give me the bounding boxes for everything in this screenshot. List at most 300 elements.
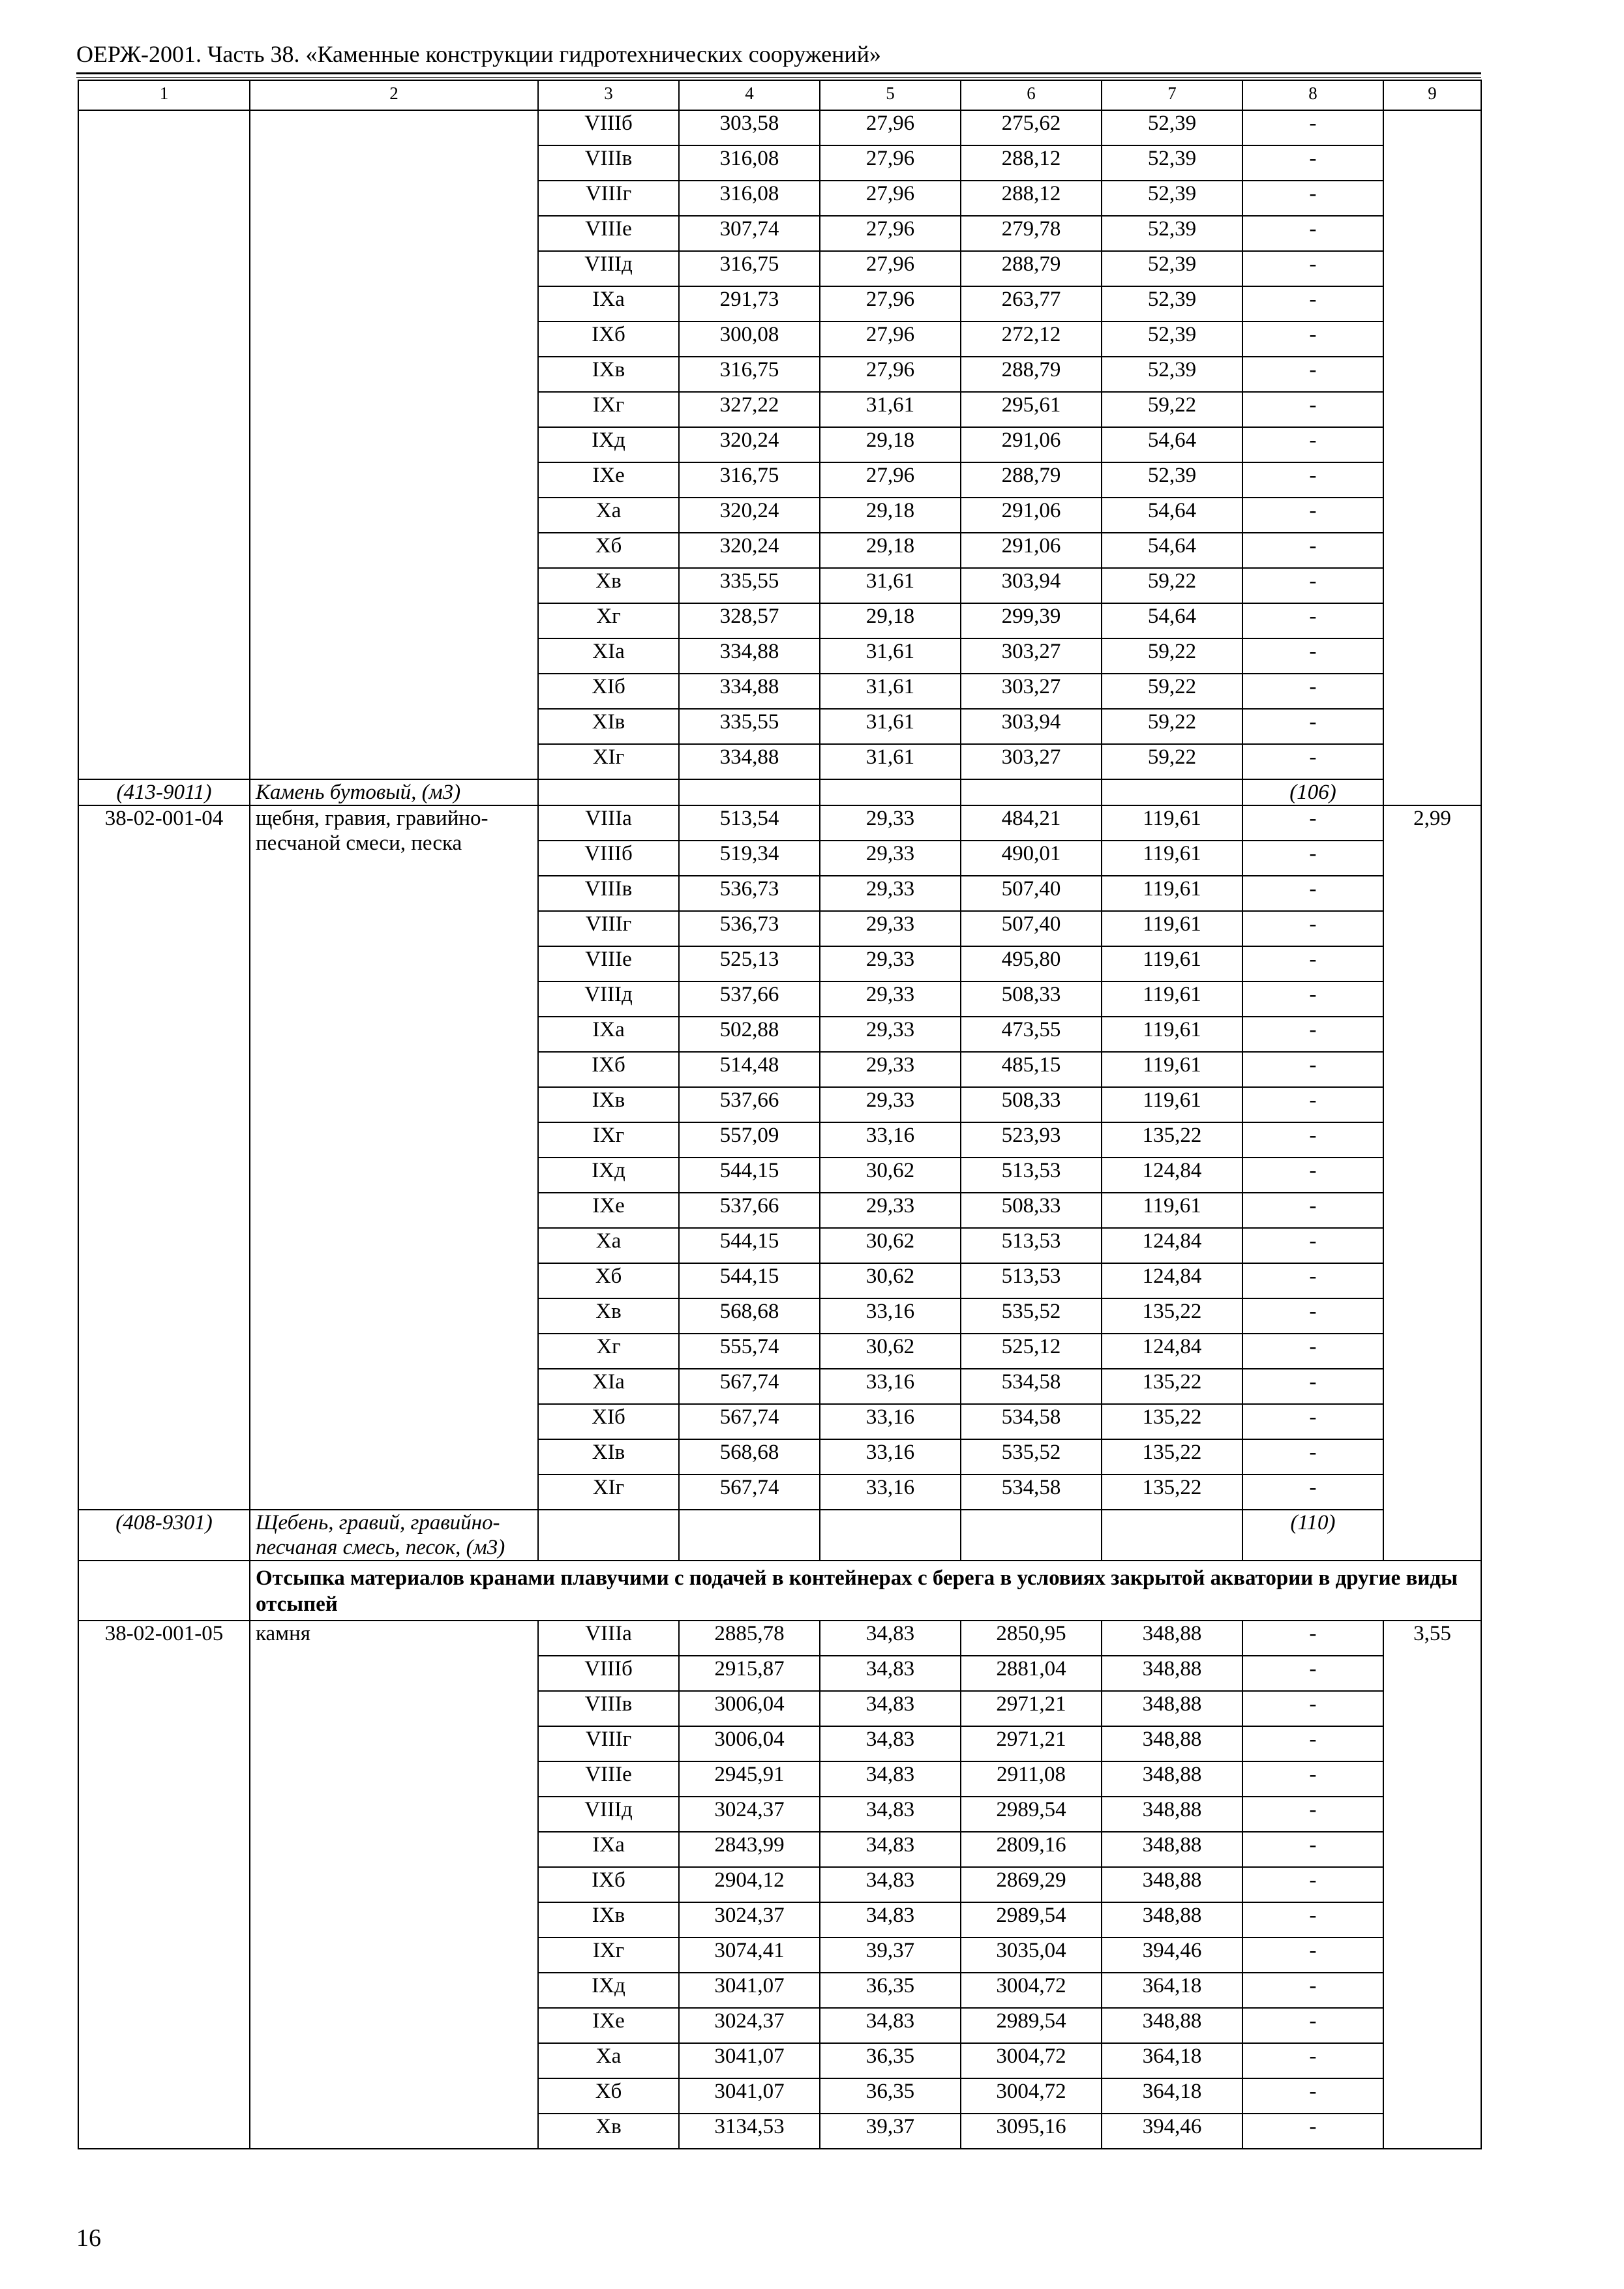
value-cell: 59,22 [1102, 744, 1242, 779]
value-cell: 54,64 [1102, 603, 1242, 638]
value-cell: 2850,95 [961, 1621, 1102, 1656]
class-cell: IXв [538, 1087, 679, 1122]
class-cell: VIIIе [538, 1761, 679, 1797]
value-cell: 34,83 [820, 1902, 961, 1937]
value-cell: 34,83 [820, 1691, 961, 1726]
value-cell: 135,22 [1102, 1404, 1242, 1439]
value-cell: - [1242, 2114, 1383, 2149]
class-cell: Xа [538, 2043, 679, 2078]
value-cell: 52,39 [1102, 110, 1242, 145]
value-cell: - [1242, 2078, 1383, 2114]
class-cell: IXд [538, 1973, 679, 2008]
value-cell: 348,88 [1102, 1691, 1242, 1726]
class-cell: XIв [538, 1439, 679, 1474]
value-cell: 316,75 [679, 251, 820, 286]
class-cell: Xг [538, 603, 679, 638]
value-cell: - [1242, 1017, 1383, 1052]
value-cell: 2971,21 [961, 1691, 1102, 1726]
class-cell: IXв [538, 357, 679, 392]
value-cell: 348,88 [1102, 1726, 1242, 1761]
value-cell: 288,79 [961, 462, 1102, 498]
value-cell: 29,33 [820, 876, 961, 911]
class-cell: VIIIе [538, 946, 679, 981]
value-cell: 536,73 [679, 876, 820, 911]
class-cell: Xа [538, 1228, 679, 1263]
value-cell: 119,61 [1102, 946, 1242, 981]
class-cell: VIIIг [538, 1726, 679, 1761]
class-cell: XIг [538, 744, 679, 779]
header-rule-thin [76, 77, 1481, 78]
value-cell: - [1242, 805, 1383, 841]
value-cell: - [1242, 638, 1383, 674]
value-cell: 124,84 [1102, 1158, 1242, 1193]
value-cell: 394,46 [1102, 1937, 1242, 1973]
value-cell: 514,48 [679, 1052, 820, 1087]
class-cell: Xа [538, 498, 679, 533]
value-cell: 537,66 [679, 1087, 820, 1122]
value-cell: 3041,07 [679, 1973, 820, 2008]
value-cell: 316,75 [679, 462, 820, 498]
value-cell: 291,06 [961, 533, 1102, 568]
value-cell: 119,61 [1102, 1087, 1242, 1122]
column-number: 8 [1242, 80, 1383, 110]
value-cell: - [1242, 744, 1383, 779]
value-cell: 502,88 [679, 1017, 820, 1052]
value-cell: 29,33 [820, 981, 961, 1017]
value-cell: 119,61 [1102, 911, 1242, 946]
value-cell: 328,57 [679, 603, 820, 638]
value-cell: 59,22 [1102, 568, 1242, 603]
value-cell: - [1242, 841, 1383, 876]
value-cell: 29,33 [820, 805, 961, 841]
item-code [78, 110, 250, 779]
value-cell: 348,88 [1102, 1832, 1242, 1867]
value-cell: 135,22 [1102, 1439, 1242, 1474]
value-cell: 519,34 [679, 841, 820, 876]
value-cell: 536,73 [679, 911, 820, 946]
value-cell: - [1242, 462, 1383, 498]
value-cell: 2911,08 [961, 1761, 1102, 1797]
class-cell: IXа [538, 1017, 679, 1052]
value-cell: 557,09 [679, 1122, 820, 1158]
price-table [78, 80, 1482, 2149]
value-cell: 27,96 [820, 145, 961, 181]
value-cell: 34,83 [820, 1832, 961, 1867]
value-cell: 135,22 [1102, 1298, 1242, 1334]
value-cell: - [1242, 1193, 1383, 1228]
value-cell: - [1242, 1797, 1383, 1832]
value-cell: 29,18 [820, 533, 961, 568]
class-cell: XIб [538, 1404, 679, 1439]
class-cell: VIIIб [538, 841, 679, 876]
value-cell: 36,35 [820, 2078, 961, 2114]
class-cell: VIIIе [538, 216, 679, 251]
value-cell: 52,39 [1102, 286, 1242, 322]
item-code: 38-02-001-04 [78, 805, 250, 1510]
value-cell: - [1242, 1691, 1383, 1726]
class-cell: IXе [538, 2008, 679, 2043]
value-cell: 490,01 [961, 841, 1102, 876]
value-cell: 508,33 [961, 1087, 1102, 1122]
value-cell: 495,80 [961, 946, 1102, 981]
value-cell: 335,55 [679, 709, 820, 744]
class-cell: Xв [538, 1298, 679, 1334]
value-cell: 27,96 [820, 462, 961, 498]
value-cell: 34,83 [820, 1761, 961, 1797]
value-cell: 534,58 [961, 1474, 1102, 1510]
value-cell: 30,62 [820, 1228, 961, 1263]
class-cell: VIIIв [538, 145, 679, 181]
value-cell: 320,24 [679, 533, 820, 568]
value-cell: - [1242, 568, 1383, 603]
value-cell: 316,08 [679, 181, 820, 216]
value-cell: - [1242, 251, 1383, 286]
value-cell: 59,22 [1102, 709, 1242, 744]
page-header-title: ОЕРЖ-2001. Часть 38. «Каменные конструкции гидротехнических сооружений» [76, 41, 881, 67]
item-name: щебня, гравия, гравийно-песчаной смеси, песка [250, 805, 538, 1510]
header-rule-thick [76, 72, 1481, 74]
value-cell: 3041,07 [679, 2043, 820, 2078]
value-cell: 513,53 [961, 1228, 1102, 1263]
class-cell: VIIIг [538, 911, 679, 946]
value-cell: - [1242, 1937, 1383, 1973]
value-cell: 279,78 [961, 216, 1102, 251]
class-cell: XIв [538, 709, 679, 744]
value-cell: 288,12 [961, 181, 1102, 216]
value-cell: 473,55 [961, 1017, 1102, 1052]
value-cell: 288,79 [961, 357, 1102, 392]
value-cell: 52,39 [1102, 145, 1242, 181]
value-cell: 119,61 [1102, 1017, 1242, 1052]
value-cell: 568,68 [679, 1439, 820, 1474]
value-cell: 291,73 [679, 286, 820, 322]
value-cell: 348,88 [1102, 2008, 1242, 2043]
value-cell: 568,68 [679, 1298, 820, 1334]
value-cell: 29,33 [820, 946, 961, 981]
value-cell: 348,88 [1102, 1621, 1242, 1656]
empty-cell [961, 779, 1102, 805]
value-cell: 30,62 [820, 1158, 961, 1193]
class-cell: IXв [538, 1902, 679, 1937]
material-quantity: (110) [1242, 1510, 1383, 1561]
class-cell: IXа [538, 286, 679, 322]
class-cell: VIIIв [538, 1691, 679, 1726]
class-cell: IXб [538, 1867, 679, 1902]
value-cell: 31,61 [820, 638, 961, 674]
value-cell: 534,58 [961, 1404, 1102, 1439]
value-cell: 31,61 [820, 744, 961, 779]
value-cell: - [1242, 1439, 1383, 1474]
value-cell: 348,88 [1102, 1656, 1242, 1691]
value-cell: 54,64 [1102, 427, 1242, 462]
column-number: 7 [1102, 80, 1242, 110]
value-cell: 29,18 [820, 603, 961, 638]
value-cell: 27,96 [820, 322, 961, 357]
column-number: 1 [78, 80, 250, 110]
empty-cell [820, 1510, 961, 1561]
value-cell: 119,61 [1102, 841, 1242, 876]
value-cell: 2989,54 [961, 1797, 1102, 1832]
value-cell: 303,27 [961, 744, 1102, 779]
value-cell: - [1242, 2043, 1383, 2078]
value-cell: 33,16 [820, 1439, 961, 1474]
value-cell: 307,74 [679, 216, 820, 251]
value-cell: - [1242, 981, 1383, 1017]
value-cell: 394,46 [1102, 2114, 1242, 2149]
value-cell: 119,61 [1102, 1052, 1242, 1087]
column-number: 9 [1383, 80, 1481, 110]
column-number: 5 [820, 80, 961, 110]
value-cell: 3004,72 [961, 2043, 1102, 2078]
material-row [78, 1510, 1481, 1561]
value-cell: 544,15 [679, 1158, 820, 1193]
value-cell: 2885,78 [679, 1621, 820, 1656]
column-number: 3 [538, 80, 679, 110]
value-cell: 34,83 [820, 1867, 961, 1902]
class-cell: Xв [538, 568, 679, 603]
value-cell: 59,22 [1102, 638, 1242, 674]
value-cell: 513,53 [961, 1263, 1102, 1298]
value-cell: 2881,04 [961, 1656, 1102, 1691]
value-cell: - [1242, 1122, 1383, 1158]
value-cell: 507,40 [961, 876, 1102, 911]
value-cell: 513,54 [679, 805, 820, 841]
value-cell: - [1242, 709, 1383, 744]
class-cell: IXг [538, 392, 679, 427]
empty-cell [538, 779, 679, 805]
value-cell: - [1242, 1228, 1383, 1263]
value-cell: 567,74 [679, 1404, 820, 1439]
item-code: 38-02-001-05 [78, 1621, 250, 2149]
value-cell: 295,61 [961, 392, 1102, 427]
value-cell: 33,16 [820, 1369, 961, 1404]
class-cell: VIIIб [538, 1656, 679, 1691]
value-cell: - [1242, 1867, 1383, 1902]
class-cell: Xб [538, 1263, 679, 1298]
value-cell: - [1242, 1656, 1383, 1691]
value-cell: 537,66 [679, 981, 820, 1017]
value-cell: - [1242, 357, 1383, 392]
value-cell: 508,33 [961, 1193, 1102, 1228]
value-cell: 334,88 [679, 674, 820, 709]
empty-cell [1102, 779, 1242, 805]
value-cell: 119,61 [1102, 1193, 1242, 1228]
value-cell: 555,74 [679, 1334, 820, 1369]
value-cell: 535,52 [961, 1439, 1102, 1474]
value-cell: 300,08 [679, 322, 820, 357]
value-cell: 335,55 [679, 568, 820, 603]
value-cell: 33,16 [820, 1404, 961, 1439]
value-cell: - [1242, 603, 1383, 638]
value-cell: 364,18 [1102, 1973, 1242, 2008]
value-cell: 348,88 [1102, 1797, 1242, 1832]
value-cell: 124,84 [1102, 1228, 1242, 1263]
value-cell: - [1242, 1334, 1383, 1369]
class-cell: VIIIа [538, 805, 679, 841]
column-number: 4 [679, 80, 820, 110]
value-cell: 288,79 [961, 251, 1102, 286]
class-cell: VIIIг [538, 181, 679, 216]
value-cell: 29,33 [820, 911, 961, 946]
value-cell: 33,16 [820, 1298, 961, 1334]
value-cell: 27,96 [820, 181, 961, 216]
value-cell: 52,39 [1102, 251, 1242, 286]
class-cell: IXд [538, 427, 679, 462]
table-row [78, 1621, 1481, 1656]
value-cell: 27,96 [820, 251, 961, 286]
value-cell: 544,15 [679, 1263, 820, 1298]
value-cell: 30,62 [820, 1263, 961, 1298]
value-cell: 33,16 [820, 1474, 961, 1510]
value-cell: 303,94 [961, 568, 1102, 603]
value-cell: 135,22 [1102, 1474, 1242, 1510]
value-cell: 299,39 [961, 603, 1102, 638]
value-cell: 3024,37 [679, 2008, 820, 2043]
class-cell: Xв [538, 2114, 679, 2149]
value-cell: 39,37 [820, 2114, 961, 2149]
class-cell: IXб [538, 322, 679, 357]
value-cell: 30,62 [820, 1334, 961, 1369]
class-cell: IXе [538, 1193, 679, 1228]
value-cell: 29,18 [820, 498, 961, 533]
material-name: Камень бутовый, (м3) [250, 779, 538, 805]
value-cell: 34,83 [820, 1621, 961, 1656]
value-cell: - [1242, 498, 1383, 533]
value-cell: 303,27 [961, 638, 1102, 674]
value-cell: 135,22 [1102, 1369, 1242, 1404]
value-cell: - [1242, 533, 1383, 568]
value-cell: 119,61 [1102, 876, 1242, 911]
value-cell: - [1242, 1973, 1383, 2008]
value-cell: 27,96 [820, 357, 961, 392]
value-cell: - [1242, 1474, 1383, 1510]
class-cell: XIа [538, 638, 679, 674]
value-cell: 288,12 [961, 145, 1102, 181]
value-cell: 303,58 [679, 110, 820, 145]
value-cell: 263,77 [961, 286, 1102, 322]
norm-cell: 2,99 [1383, 805, 1481, 1561]
value-cell: - [1242, 392, 1383, 427]
value-cell: 316,08 [679, 145, 820, 181]
value-cell: - [1242, 1298, 1383, 1334]
value-cell: 34,83 [820, 1797, 961, 1832]
value-cell: 119,61 [1102, 805, 1242, 841]
value-cell: 334,88 [679, 744, 820, 779]
value-cell: 320,24 [679, 427, 820, 462]
value-cell: 291,06 [961, 427, 1102, 462]
value-cell: 59,22 [1102, 674, 1242, 709]
class-cell: XIб [538, 674, 679, 709]
class-cell: VIIIд [538, 981, 679, 1017]
value-cell: - [1242, 1761, 1383, 1797]
value-cell: 33,16 [820, 1122, 961, 1158]
value-cell: - [1242, 1263, 1383, 1298]
table-row [78, 110, 1481, 145]
value-cell: 484,21 [961, 805, 1102, 841]
value-cell: 3024,37 [679, 1902, 820, 1937]
value-cell: 52,39 [1102, 462, 1242, 498]
value-cell: - [1242, 911, 1383, 946]
value-cell: 34,83 [820, 1656, 961, 1691]
value-cell: 485,15 [961, 1052, 1102, 1087]
material-code: (413-9011) [78, 779, 250, 805]
value-cell: 507,40 [961, 911, 1102, 946]
class-cell: VIIIа [538, 1621, 679, 1656]
empty-cell [679, 1510, 820, 1561]
value-cell: 2989,54 [961, 1902, 1102, 1937]
value-cell: 3006,04 [679, 1726, 820, 1761]
material-quantity: (106) [1242, 779, 1383, 805]
value-cell: 36,35 [820, 1973, 961, 2008]
value-cell: 567,74 [679, 1474, 820, 1510]
value-cell: 2945,91 [679, 1761, 820, 1797]
value-cell: 334,88 [679, 638, 820, 674]
value-cell: - [1242, 1369, 1383, 1404]
value-cell: - [1242, 1726, 1383, 1761]
value-cell: 2915,87 [679, 1656, 820, 1691]
value-cell: 3074,41 [679, 1937, 820, 1973]
value-cell: 29,33 [820, 1052, 961, 1087]
value-cell: 59,22 [1102, 392, 1242, 427]
value-cell: 316,75 [679, 357, 820, 392]
value-cell: 303,27 [961, 674, 1102, 709]
value-cell: 535,52 [961, 1298, 1102, 1334]
value-cell: 2904,12 [679, 1867, 820, 1902]
value-cell: 2809,16 [961, 1832, 1102, 1867]
value-cell: - [1242, 110, 1383, 145]
value-cell: 3035,04 [961, 1937, 1102, 1973]
value-cell: 3004,72 [961, 2078, 1102, 2114]
class-cell: IXд [538, 1158, 679, 1193]
column-number: 6 [961, 80, 1102, 110]
value-cell: 523,93 [961, 1122, 1102, 1158]
value-cell: 27,96 [820, 286, 961, 322]
value-cell: 29,33 [820, 1087, 961, 1122]
column-number-row [78, 80, 1481, 110]
value-cell: 303,94 [961, 709, 1102, 744]
class-cell: Xг [538, 1334, 679, 1369]
item-name: камня [250, 1621, 538, 2149]
item-name [250, 110, 538, 779]
value-cell: 52,39 [1102, 357, 1242, 392]
price-table-body [78, 80, 1481, 2149]
value-cell: 3024,37 [679, 1797, 820, 1832]
value-cell: 124,84 [1102, 1334, 1242, 1369]
value-cell: - [1242, 674, 1383, 709]
value-cell: 29,33 [820, 1193, 961, 1228]
value-cell: 544,15 [679, 1228, 820, 1263]
value-cell: 2989,54 [961, 2008, 1102, 2043]
value-cell: 27,96 [820, 110, 961, 145]
class-cell: IXе [538, 462, 679, 498]
value-cell: 52,39 [1102, 216, 1242, 251]
value-cell: - [1242, 2008, 1383, 2043]
class-cell: IXг [538, 1122, 679, 1158]
value-cell: 36,35 [820, 2043, 961, 2078]
value-cell: - [1242, 1087, 1383, 1122]
value-cell: 348,88 [1102, 1867, 1242, 1902]
value-cell: 29,18 [820, 427, 961, 462]
value-cell: - [1242, 216, 1383, 251]
value-cell: 52,39 [1102, 181, 1242, 216]
value-cell: 2971,21 [961, 1726, 1102, 1761]
class-cell: IXб [538, 1052, 679, 1087]
value-cell: 508,33 [961, 981, 1102, 1017]
value-cell: 3006,04 [679, 1691, 820, 1726]
empty-cell [820, 779, 961, 805]
value-cell: 272,12 [961, 322, 1102, 357]
value-cell: - [1242, 322, 1383, 357]
